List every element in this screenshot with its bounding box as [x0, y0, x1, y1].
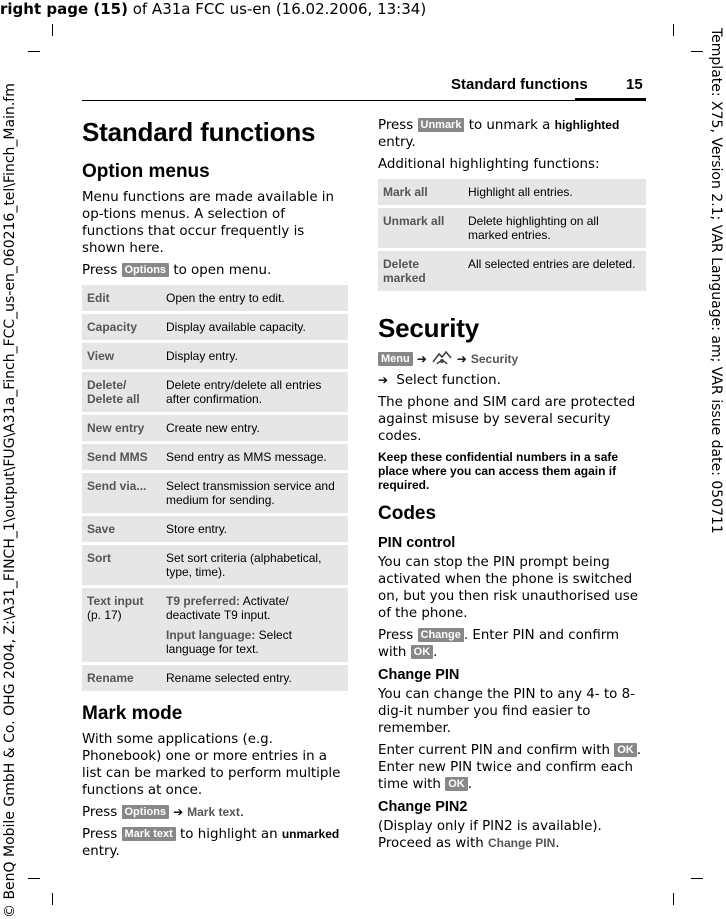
step-text: . [555, 836, 560, 851]
option-desc: Send entry as MMS message. [162, 444, 348, 470]
press-text: . [433, 645, 438, 660]
option-name: Send via... [82, 473, 162, 513]
highlighted-term: highlighted [554, 118, 620, 132]
mark-mode-line1 [82, 804, 348, 821]
press-text: . [239, 805, 245, 820]
mark-mode-heading: Mark mode [82, 703, 183, 724]
security-note: Keep these confidential numbers in a safe place where you can access them again if required. [378, 450, 619, 492]
option-desc: Delete highlighting on all marked entries. [464, 208, 646, 248]
press-text: Press [82, 805, 122, 820]
codes-heading: Codes [378, 503, 437, 524]
step-text: (Display only if PIN2 is available). Proceed as with [378, 819, 602, 851]
change-pin-steps [378, 742, 646, 793]
unmarked-term: unmarked [281, 827, 340, 841]
mark-mode-line2 [82, 826, 348, 860]
option-desc: Store entry. [162, 516, 348, 542]
unmark-line [378, 117, 646, 151]
security-path [378, 350, 646, 371]
option-name: Delete marked [378, 251, 464, 291]
option-desc: Rename selected entry. [162, 665, 348, 691]
option-desc: All selected entries are deleted. [464, 251, 646, 291]
option-name: Delete/ Delete all [82, 372, 162, 412]
text-input-label: Text input [87, 594, 144, 608]
options-softkey: Options [122, 263, 170, 277]
mark-text-ref: Mark text [187, 805, 240, 819]
ok-softkey: OK [445, 777, 468, 791]
ok-softkey: OK [411, 645, 434, 659]
t9-text: Activate/ deactivate T9 input. [166, 594, 289, 622]
mark-text-softkey: Mark text [122, 827, 176, 841]
change-pin2-text [378, 818, 646, 852]
step-text: . Enter new PIN twice and confirm each time with [378, 743, 641, 792]
option-desc: Delete entry/delete all entries after confirmation. [162, 372, 348, 412]
t9-line [166, 594, 344, 622]
option-name: Edit [82, 285, 162, 311]
table-row [82, 665, 348, 691]
change-softkey: Change [418, 628, 464, 642]
option-desc: Open the entry to edit. [162, 285, 348, 311]
option-name: Sort [82, 545, 162, 585]
table-row [378, 179, 646, 205]
page-ref: (p. 17) [87, 608, 122, 622]
arrow-icon: ➔ [456, 352, 467, 366]
crop-mark [28, 878, 40, 879]
change-pin-heading: Change PIN [378, 667, 460, 683]
option-name: Capacity [82, 314, 162, 340]
press-text: entry. [82, 844, 120, 859]
right-column [378, 117, 646, 857]
option-name [82, 588, 162, 662]
security-ref: Security [470, 352, 519, 366]
crop-mark [691, 878, 703, 879]
security-heading: Security [378, 313, 480, 343]
header-rule-accent [575, 98, 646, 101]
options-softkey: Options [122, 805, 170, 819]
unmark-softkey: Unmark [418, 118, 465, 132]
ok-softkey: OK [614, 743, 637, 757]
copyright-side-text: © BenQ Mobile GmbH & Co. OHG 2004, Z:\A31_FINCH_1\output\FUG\A31a_Finch_FCC_us-en_060216_tel\Finch_Main.fm [2, 83, 18, 918]
page-title: Standard functions [82, 117, 316, 147]
press-text: to open menu. [169, 263, 272, 278]
slug-rest: of A31a FCC us-en (16.02.2006, 13:34) [127, 0, 427, 18]
template-side-text: Template: X75, Version 2.1; VAR Language: am; VAR issue date: 050711 [708, 28, 724, 534]
menu-softkey: Menu [378, 352, 413, 366]
press-text: . Enter PIN and confirm with [378, 628, 620, 660]
crop-mark [52, 24, 53, 36]
crop-mark [28, 51, 40, 52]
press-text: Press [82, 827, 122, 842]
table-row [82, 473, 348, 513]
arrow-icon: ➔ [416, 352, 427, 366]
option-desc: Highlight all entries. [464, 179, 646, 205]
option-name: Send MMS [82, 444, 162, 470]
option-name: Rename [82, 665, 162, 691]
change-pin2-heading: Change PIN2 [378, 799, 468, 815]
crop-mark [52, 893, 53, 905]
press-text: Press [82, 263, 122, 278]
language-line [166, 628, 344, 656]
slug-bold: right page (15) [0, 0, 128, 18]
change-pin-ref: Change PIN [487, 836, 556, 850]
pin-control-press [378, 627, 646, 661]
file-slug [0, 0, 426, 18]
table-row [82, 444, 348, 470]
running-head: Standard functions [451, 76, 588, 93]
table-row [82, 372, 348, 412]
arrow-icon: ➔ [173, 805, 184, 819]
press-text: entry. [378, 135, 416, 150]
table-row [82, 285, 348, 311]
pin-control-heading: PIN control [378, 535, 456, 551]
option-menus-intro: Menu functions are made available in op-tions menus. A selection of functions that occur frequently is shown here. [82, 190, 335, 256]
table-row [82, 343, 348, 369]
option-name: View [82, 343, 162, 369]
option-desc [162, 588, 348, 662]
option-desc: Set sort criteria (alphabetical, type, time). [162, 545, 348, 585]
options-table [82, 282, 348, 694]
option-name: Mark all [378, 179, 464, 205]
option-desc: Select transmission service and medium for sending. [162, 473, 348, 513]
step-text: Enter current PIN and confirm with [378, 743, 615, 758]
table-row [378, 251, 646, 291]
arrow-icon: ➔ [378, 373, 389, 387]
highlight-table [378, 176, 646, 294]
press-text: Press [378, 118, 418, 133]
option-menus-press [82, 262, 348, 279]
option-name: Save [82, 516, 162, 542]
page-number: 15 [626, 76, 643, 93]
additional-functions: Additional highlighting functions: [378, 157, 600, 172]
step-text: . [467, 777, 472, 792]
change-pin-text: You can change the PIN to any 4- to 8-dig-it number you find easier to remember. [378, 687, 635, 736]
select-function-text: Select function. [392, 373, 501, 388]
table-row [82, 516, 348, 542]
pin-control-text: You can stop the PIN prompt being activated when the phone is switched on, but you then risk unauthorised use of the phone. [378, 555, 638, 621]
table-row [82, 588, 348, 662]
option-menus-heading: Option menus [82, 161, 210, 182]
crop-mark [691, 51, 703, 52]
language-label: Input language: [166, 628, 256, 642]
security-text: The phone and SIM card are protected against misuse by several security codes. [378, 395, 636, 444]
mark-mode-text: With some applications (e.g. Phonebook) one or more entries in a list can be marked to perform multiple functions at once. [82, 732, 341, 798]
table-row [82, 415, 348, 441]
press-text: to unmark a [464, 118, 555, 133]
option-desc: Create new entry. [162, 415, 348, 441]
press-text: Press [378, 628, 418, 643]
table-row [82, 314, 348, 340]
option-name: Unmark all [378, 208, 464, 248]
table-row [378, 208, 646, 248]
t9-label: T9 preferred: [166, 594, 241, 608]
language-text: Select language for text. [166, 628, 293, 656]
security-icon [431, 350, 453, 371]
press-text: to highlight an [175, 827, 282, 842]
option-desc: Display entry. [162, 343, 348, 369]
option-name: New entry [82, 415, 162, 441]
left-column [82, 116, 348, 865]
option-desc: Display available capacity. [162, 314, 348, 340]
table-row [82, 545, 348, 585]
select-function [378, 372, 646, 389]
crop-mark [673, 893, 674, 905]
crop-mark [673, 24, 674, 36]
header-rule [82, 100, 646, 101]
